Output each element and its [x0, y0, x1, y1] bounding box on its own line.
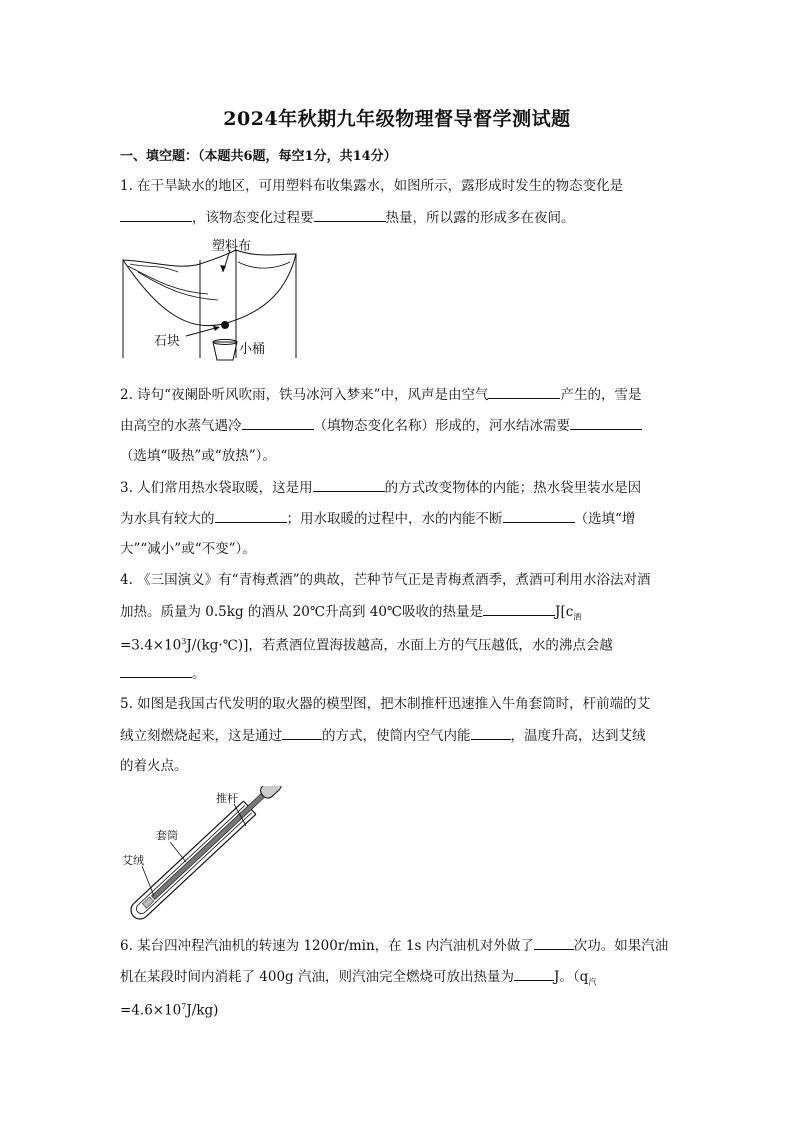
fig-label-cloth: 塑料布: [212, 239, 252, 254]
q6-line-2: 机在某段时间内消耗了 400g 汽油，则汽油完全燃烧可放出热量为 J。（$q_汽$: [120, 966, 680, 993]
answer-blank[interactable]: [534, 935, 574, 950]
q2-line-2: 由高空的水蒸气遇冷 （填物态变化名称）形成的，河水结冰需要: [120, 415, 680, 436]
q6-line-1: 6. 某台四冲程汽油机的转速为 1200r/min，在 1s 内汽油机对外做了 次功。如果汽油: [120, 935, 680, 956]
q3-line-3: 大”“减小”或“不变”）。: [120, 541, 256, 557]
q4-line-3: $=3.4\times 10^3J/(kg\cdot℃)$]，若煮酒位置海拔越高，水面上方的气压越低，水的沸点会越: [120, 637, 613, 654]
answer-blank[interactable]: [483, 601, 555, 616]
answer-blank[interactable]: [282, 725, 322, 740]
q2-line-1: 2. 诗句“夜阑卧听风吹雨，铁马冰河入梦来”中，风声是由空气 产生的，雪是: [120, 384, 680, 405]
fire-piston-figure: [120, 786, 300, 924]
q3-line-1: 3. 人们常用热水袋取暖，这是用 的方式改变物体的内能；热水袋里装水是因: [120, 477, 680, 498]
page-title: 2024年秋期九年级物理督导督学测试题: [223, 108, 571, 130]
q6-line-3: $=4.6\times 10^7J/kg$): [120, 1002, 219, 1019]
fig-label-rod: 推杆: [216, 792, 238, 805]
q2-line-3: （选填“吸热”或“放热”）。: [120, 448, 276, 464]
fig-label-tube: 套筒: [156, 829, 178, 842]
dew-collector-figure: [118, 232, 308, 362]
answer-blank[interactable]: [120, 663, 192, 678]
answer-blank[interactable]: [120, 207, 192, 222]
answer-blank[interactable]: [242, 415, 314, 430]
q5-line-3: 的着火点。: [120, 758, 188, 774]
fig-label-bucket: 小桶: [239, 342, 266, 357]
answer-blank[interactable]: [314, 207, 386, 222]
q5-line-1: 5. 如图是我国古代发明的取火器的模型图，把木制推杆迅速推入牛角套筒时，杆前端的艾: [120, 696, 651, 712]
q1-line-2: ，该物态变化过程要 热量，所以露的形成多在夜间。: [120, 207, 680, 228]
q3-line-2: 为水具有较大的 ；用水取暖的过程中，水的内能不断 （选填“增: [120, 508, 680, 529]
answer-blank[interactable]: [514, 966, 554, 981]
answer-blank[interactable]: [488, 384, 560, 399]
fig-label-stone: 石块: [154, 334, 181, 349]
answer-blank[interactable]: [471, 725, 511, 740]
answer-blank[interactable]: [215, 508, 287, 523]
answer-blank[interactable]: [313, 477, 385, 492]
answer-blank[interactable]: [503, 508, 575, 523]
section-heading: 一、填空题：（本题共6题，每空1分，共14分）: [120, 149, 397, 164]
answer-blank[interactable]: [570, 415, 642, 430]
q5-line-2: 绒立刻燃烧起来，这是通过 的方式，使筒内空气内能 ，温度升高，达到艾绒: [120, 725, 680, 746]
q4-line-2: 加热。质量为 0.5kg 的酒从 20℃升高到 40℃吸收的热量是 $J[c_酒$: [120, 601, 680, 628]
q4-line-1: 4. 《三国演义》有“青梅煮酒”的典故，芒种节气正是青梅煮酒季，煮酒可利用水浴法对酒: [120, 572, 651, 588]
q1-line-1: 1. 在干旱缺水的地区，可用塑料布收集露水，如图所示，露形成时发生的物态变化是: [120, 178, 624, 194]
fig-label-moxa: 艾绒: [122, 854, 144, 867]
q4-line-4: 。: [120, 663, 680, 684]
